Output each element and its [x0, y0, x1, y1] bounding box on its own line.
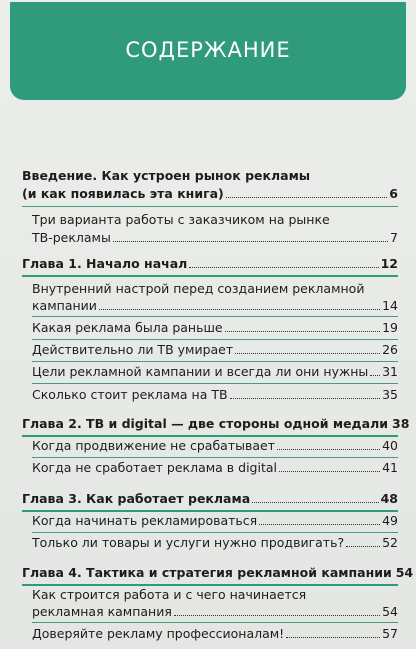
divider	[32, 383, 398, 384]
page-number: 54	[395, 565, 414, 580]
dot-leader	[259, 524, 380, 525]
page-number: 40	[382, 438, 398, 453]
divider	[22, 206, 398, 207]
dot-leader	[99, 309, 380, 310]
toc-item-line1: Три варианта работы с заказчиком на рынке	[32, 212, 330, 227]
page-number: 49	[382, 513, 398, 528]
page-title: СОДЕРЖАНИЕ	[125, 38, 291, 62]
toc-item-line1: Как строится работа и с чего начинается	[32, 587, 307, 602]
toc-item: рекламная кампания 54	[32, 604, 398, 619]
divider	[32, 361, 398, 362]
dot-leader	[370, 375, 380, 376]
dot-leader	[174, 615, 380, 616]
dot-leader	[189, 267, 378, 268]
divider	[22, 275, 398, 277]
toc-item-line1: Внутренний настрой перед созданием рекламной	[32, 281, 365, 296]
toc-chapter-3: Глава 3. Как работает реклама 48	[22, 491, 398, 506]
divider	[32, 316, 398, 317]
page-number: 54	[382, 604, 398, 619]
toc-item: кампании 14	[32, 298, 398, 313]
page-number: 41	[382, 460, 398, 475]
toc-item: Только ли товары и услуги нужно продвигать? 52	[32, 535, 398, 550]
page-number: 52	[382, 535, 398, 550]
page-number: 31	[382, 364, 398, 379]
page-number: 12	[380, 256, 398, 271]
toc-item: Когда продвижение не срабатывает 40	[32, 438, 398, 453]
divider	[32, 457, 398, 458]
dot-leader	[235, 353, 380, 354]
toc-item: Когда начинать рекламироваться 49	[32, 513, 398, 528]
dot-leader	[286, 637, 380, 638]
toc-item: Когда не сработает реклама в digital 41	[32, 460, 398, 475]
dot-leader	[346, 546, 380, 547]
toc-item: ТВ-рекламы 7	[32, 230, 398, 245]
toc-chapter-4: Глава 4. Тактика и стратегия рекламной кампании 54	[22, 565, 414, 580]
page-number: 7	[390, 230, 398, 245]
page-number: 14	[382, 298, 398, 313]
page-number: 57	[382, 626, 398, 641]
toc-intro: (и как появилась эта книга) 6	[22, 186, 398, 201]
dot-leader	[225, 331, 381, 332]
dot-leader	[226, 197, 388, 198]
toc-item: Действительно ли ТВ умирает 26	[32, 342, 398, 357]
page-number: 19	[382, 320, 398, 335]
divider	[32, 339, 398, 340]
toc-intro-line1: Введение. Как устроен рынок рекламы	[22, 168, 311, 183]
toc-item: Доверяйте рекламу профессионалам! 57	[32, 626, 398, 641]
toc-item: Цели рекламной кампании и всегда ли они нужны 31	[32, 364, 398, 379]
toc-chapter-1: Глава 1. Начало начал 12	[22, 256, 398, 271]
toc-item: Какая реклама была раньше 19	[32, 320, 398, 335]
dot-leader	[230, 398, 381, 399]
dot-leader	[113, 241, 388, 242]
divider	[22, 510, 398, 512]
divider	[32, 532, 398, 533]
page-number: 26	[382, 342, 398, 357]
divider	[32, 622, 398, 623]
toc-chapter-2: Глава 2. ТВ и digital — две стороны одной медали 38	[22, 416, 410, 431]
divider	[22, 435, 398, 437]
dot-leader	[279, 471, 380, 472]
page-number: 35	[382, 387, 398, 402]
dot-leader	[252, 502, 378, 503]
divider	[22, 584, 398, 586]
dot-leader	[277, 449, 380, 450]
page-number: 6	[389, 186, 398, 201]
page-number: 48	[380, 491, 398, 506]
page-number: 38	[392, 416, 410, 431]
toc-item: Сколько стоит реклама на ТВ 35	[32, 387, 398, 402]
